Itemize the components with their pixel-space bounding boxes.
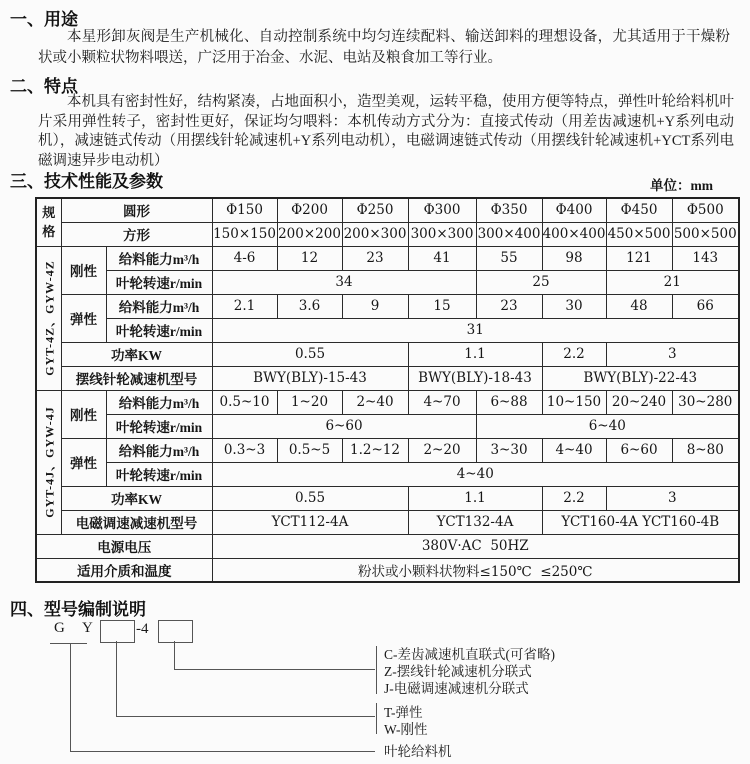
row-label-cell: 弹性 [61,294,106,342]
row-label-cell: 给料能力m³/h [106,294,212,318]
row-label-cell: 叶轮转速r/min [106,462,212,486]
row-label-cell: 刚性 [61,390,106,438]
section-title-features: 二、特点 [10,77,78,97]
value-cell: 6~60 [212,414,476,438]
value-cell: 1.1 [408,486,542,510]
model-code-box-elastic [100,620,135,643]
value-cell: 41 [408,246,476,270]
diagram-bracket-elastic [376,703,377,734]
row-label-cell: 圆形 [61,198,212,222]
value-cell: 34 [212,270,476,294]
value-cell: 0.55 [212,342,408,366]
row-label-cell: 给料能力m³/h [106,438,212,462]
value-cell: 9 [342,294,408,318]
value-cell: 98 [542,246,606,270]
value-cell: Φ350 [476,198,542,222]
value-cell: 143 [672,246,739,270]
section-title-specs: 三、技术性能及参数 [10,172,163,192]
value-cell: Φ150 [212,198,277,222]
value-cell: 4-6 [212,246,277,270]
section-title-model: 四、型号编制说明 [10,600,146,620]
value-cell: 400×400 [542,222,606,246]
value-cell: YCT112-4A [212,510,408,534]
value-cell: Φ500 [672,198,739,222]
diagram-line-base-vertical [70,643,71,752]
value-cell: 30 [542,294,606,318]
drive-type-labels [384,646,555,697]
features-paragraph: 本机具有密封性好，结构紧凑，占地面积小，造型美观，运转平稳，使用方便等特点，弹性叶轮给料机叶片采用弹性转子，密封性更好，保证均匀喂料：本机传动方式分为：直接式传动（用差齿减速机+Y系列电动机），减速链式传动（用摆线针轮减速机+Y系列电动机），电磁调速链式传动（用摆线针轮减速机+YCT系列电磁调速异步电动机） [38,94,734,169]
value-cell: 粉状或小颗料状物料≤150℃ ≤250℃ [212,558,739,582]
value-cell: 300×300 [408,222,476,246]
row-label-cell: 弹性 [61,438,106,486]
value-cell: 200×200 [277,222,342,246]
value-cell: 4~40 [542,438,606,462]
value-cell: YCT160-4A YCT160-4B [542,510,739,534]
value-cell: 21 [606,270,739,294]
diagram-line-base-horizontal [70,751,375,752]
diagram-line-elastic-vertical [116,641,117,717]
row-label-cell: 适用介质和温度 [36,558,212,582]
diagram-line-drive-horizontal [174,669,375,670]
spec-table-body [36,198,739,582]
row-label-cell: 刚性 [61,246,106,294]
value-cell: 1.2~12 [342,438,408,462]
vertical-series-label: GYT-4Z、GYW-4Z [42,260,57,376]
model-code-box-drive [158,620,193,643]
row-label-cell: 电源电压 [36,534,212,558]
value-cell: 8~80 [672,438,739,462]
base-machine-label: 叶轮给料机 [384,744,452,759]
value-cell: 4~40 [212,462,739,486]
value-cell: 121 [606,246,672,270]
row-label-cell: 方形 [61,222,212,246]
value-cell: 2~40 [342,390,408,414]
diagram-label-line: Z-摆线针轮减速机分联式 [384,664,532,679]
value-cell: 2~20 [408,438,476,462]
row-label-cell: 给料能力m³/h [106,246,212,270]
value-cell: 15 [408,294,476,318]
value-cell: 6~88 [476,390,542,414]
row-label-cell: 功率KW [61,486,212,510]
row-label-cell: 叶轮转速r/min [106,318,212,342]
section-title-usage: 一、用途 [10,10,78,30]
diagram-line-elastic-horizontal [116,716,375,717]
diagram-label-line: T-弹性 [384,705,423,720]
row-label-cell: 给料能力m³/h [106,390,212,414]
vertical-series-cell [36,246,61,390]
value-cell: 6~60 [606,438,672,462]
value-cell: BWY(BLY)-22-43 [542,366,739,390]
value-cell: 2.2 [542,486,606,510]
value-cell: 1~20 [277,390,342,414]
diagram-line-drive-vertical [174,641,175,670]
value-cell: 23 [342,246,408,270]
value-cell: 0.3~3 [212,438,277,462]
row-label-cell: 规格 [36,198,61,246]
value-cell: Φ450 [606,198,672,222]
unit-label: 单位：mm [650,178,713,193]
value-cell: 23 [476,294,542,318]
value-cell: 55 [476,246,542,270]
value-cell: 10~150 [542,390,606,414]
model-infix-text: -4 [136,621,149,637]
value-cell: 0.55 [212,486,408,510]
elastic-type-labels [384,704,428,738]
value-cell: 380V·AC 50HZ [212,534,739,558]
value-cell: 3.6 [277,294,342,318]
value-cell: BWY(BLY)-18-43 [408,366,542,390]
value-cell: 2.1 [212,294,277,318]
row-label-cell: 摆线针轮减速机型号 [61,366,212,390]
value-cell: 300×400 [476,222,542,246]
value-cell: 31 [212,318,739,342]
diagram-underline-gy [50,643,87,644]
value-cell: 2.2 [542,342,606,366]
row-label-cell: 功率KW [61,342,212,366]
row-label-cell: 叶轮转速r/min [106,270,212,294]
value-cell: 66 [672,294,739,318]
value-cell: 1.1 [408,342,542,366]
spec-table [35,197,740,583]
value-cell: 450×500 [606,222,672,246]
usage-paragraph: 本星形卸灰阀是生产机械化、自动控制系统中均匀连续配料、输送卸料的理想设备，尤其适用于干燥粉状或小颗粒状物料喂送，广泛用于冶金、水泥、电站及粮食加工等行业。 [38,29,730,66]
diagram-label-line: J-电磁调速减速机分联式 [384,681,529,696]
value-cell: 6~40 [476,414,739,438]
value-cell: 3 [606,342,739,366]
value-cell: 30~280 [672,390,739,414]
value-cell: Φ200 [277,198,342,222]
value-cell: 150×150 [212,222,277,246]
value-cell: 0.5~10 [212,390,277,414]
value-cell: 3 [606,486,739,510]
diagram-bracket-drive [376,646,377,694]
value-cell: 4~70 [408,390,476,414]
value-cell: BWY(BLY)-15-43 [212,366,408,390]
diagram-label-line: W-刚性 [384,722,428,737]
diagram-label-line: C-差齿减速机直联式(可省略) [384,647,555,662]
value-cell: YCT132-4A [408,510,542,534]
row-label-cell: 叶轮转速r/min [106,414,212,438]
vertical-series-cell [36,390,61,534]
value-cell: Φ250 [342,198,408,222]
value-cell: 12 [277,246,342,270]
model-prefix-text: G Y [54,620,100,636]
value-cell: 20~240 [606,390,672,414]
vertical-series-label: GYT-4J、GYW-4J [42,406,57,518]
value-cell: Φ400 [542,198,606,222]
value-cell: 200×300 [342,222,408,246]
value-cell: 0.5~5 [277,438,342,462]
value-cell: 48 [606,294,672,318]
row-label-cell: 电磁调速减速机型号 [61,510,212,534]
value-cell: Φ300 [408,198,476,222]
value-cell: 25 [476,270,606,294]
value-cell: 3~30 [476,438,542,462]
value-cell: 500×500 [672,222,739,246]
